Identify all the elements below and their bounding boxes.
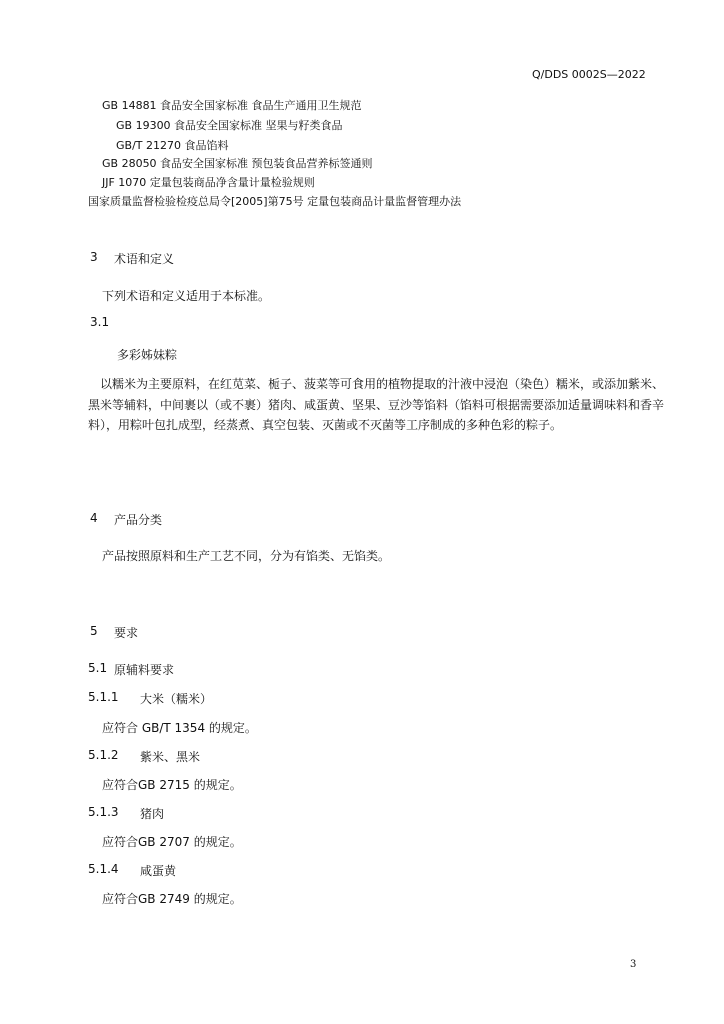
reference-item: 国家质量监督检验检疫总局令[2005]第75号 定量包装商品计量监督管理办法: [88, 195, 462, 208]
clause-title: 大米（糯米）: [140, 692, 213, 706]
clause-text: 应符合GB 2715 的规定。: [102, 778, 242, 792]
clause-text: 应符合GB 2749 的规定。: [102, 892, 242, 906]
subsection-title: 原辅料要求: [114, 663, 175, 677]
reference-item: GB 19300 食品安全国家标准 坚果与籽类食品: [116, 119, 343, 132]
section-number: 5: [90, 624, 98, 638]
term-name: 多彩姊妹粽: [117, 348, 178, 362]
clause-number: 5.1.3: [88, 805, 119, 819]
section-number: 4: [90, 511, 98, 525]
clause-text: 应符合GB 2707 的规定。: [102, 835, 242, 849]
subsection-number: 5.1: [88, 661, 108, 675]
reference-item: GB 14881 食品安全国家标准 食品生产通用卫生规范: [102, 99, 362, 112]
clause-number: 5.1.2: [88, 748, 119, 762]
section-title: 要求: [114, 626, 139, 640]
clause-number: 5.1.1: [88, 690, 119, 704]
reference-item: GB 28050 食品安全国家标准 预包装食品营养标签通则: [102, 157, 373, 170]
term-number: 3.1: [90, 315, 110, 329]
document-code: Q/DDS 0002S—2022: [532, 68, 646, 81]
clause-title: 猪肉: [140, 807, 165, 821]
section-text: 产品按照原料和生产工艺不同，分为有馅类、无馅类。: [102, 549, 391, 563]
section-title: 产品分类: [114, 513, 163, 527]
term-definition: 以糯米为主要原料，在红苋菜、栀子、菠菜等可食用的植物提取的汁液中浸泡（染色）糯米，或添加紫米、黑米等辅料，中间裹以（或不裹）猪肉、咸蛋黄、坚果、豆沙等馅料（馅料可根据需要添加适量调味料和香辛料），用粽叶包扎成型，经蒸煮、真空包装、灭菌或不灭菌等工序制成的多种色彩的粽子。: [88, 377, 665, 432]
clause-number: 5.1.4: [88, 862, 119, 876]
clause-text: 应符合 GB/T 1354 的规定。: [102, 721, 257, 735]
section-title: 术语和定义: [114, 252, 175, 266]
clause-title: 咸蛋黄: [140, 864, 177, 878]
section-intro: 下列术语和定义适用于本标准。: [102, 289, 271, 303]
clause-title: 紫米、黑米: [140, 750, 201, 764]
section-number: 3: [90, 250, 98, 264]
reference-item: JJF 1070 定量包装商品净含量计量检验规则: [102, 176, 315, 189]
reference-item: GB/T 21270 食品馅料: [116, 139, 229, 152]
page-number: 3: [630, 959, 637, 970]
